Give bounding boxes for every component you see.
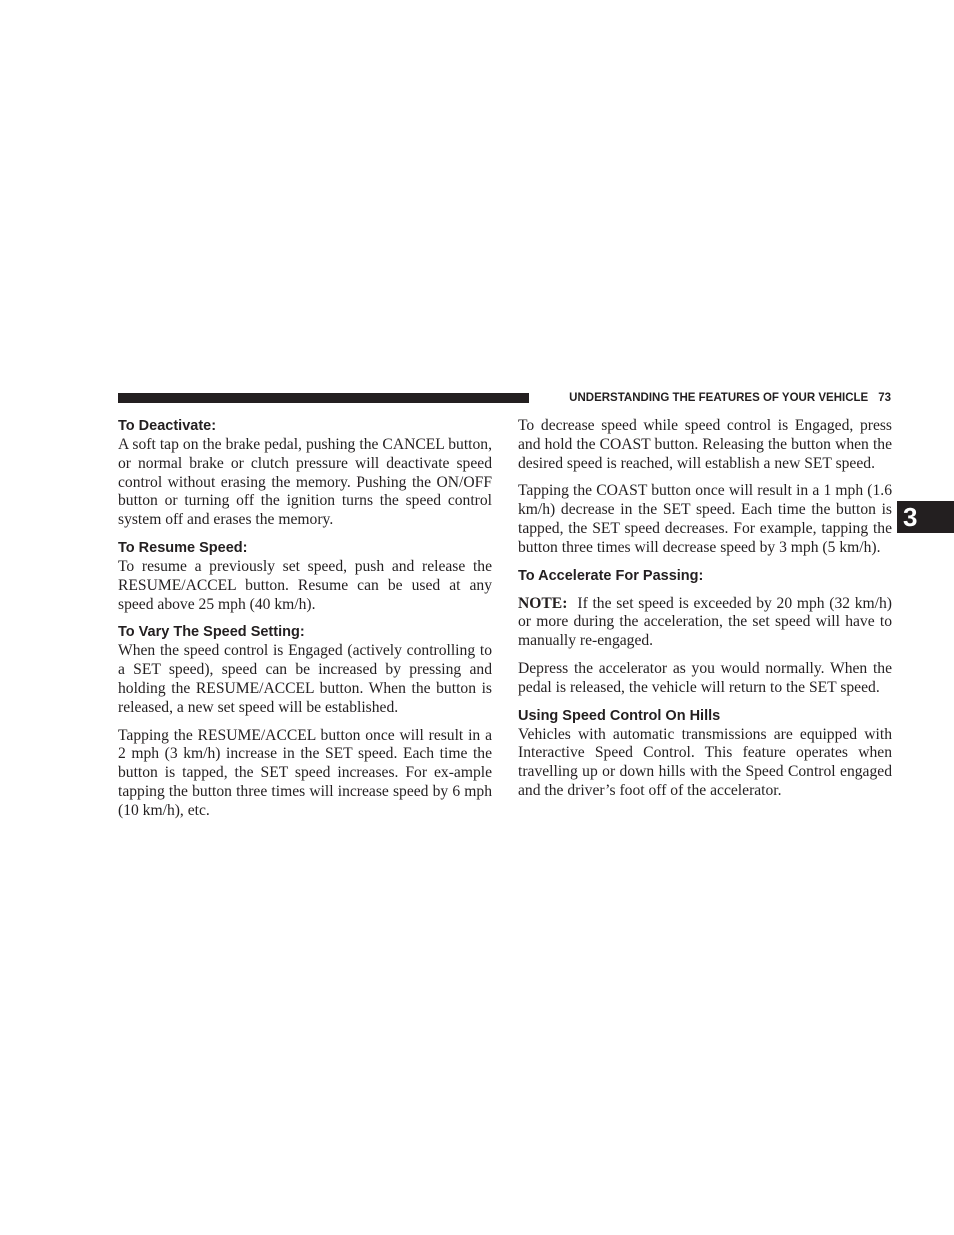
running-header [537,390,891,406]
passing-text: Depress the accelerator as you would normally. When the pedal is released, the vehicle will return to the SET speed. [518,659,892,696]
chapter-tab: 3 [897,501,954,533]
vary-text-1: When the speed control is Engaged (actively controlling to a SET speed), speed can be increased by pressing and holding the RESUME/ACCEL button. When the button is released, a new set speed will be established. [118,642,492,716]
decrease-text-1: To decrease speed while speed control is Engaged, press and hold the COAST button. Releasing the button when the desired speed is reached, will establish a new SET speed. [518,417,892,472]
page-number: 73 [878,392,891,404]
deactivate-text: A soft tap on the brake pedal, pushing the CANCEL button, or normal brake or clutch pressure will deactivate speed control without erasing the memory. Pushing the ON/OFF button or turning off the ignition turns the speed control system off and erases the memory. [118,436,492,529]
deactivate-heading: To Deactivate: [118,418,217,434]
header-rule [118,393,529,403]
vary-text-2: Tapping the RESUME/ACCEL button once will result in a 2 mph (3 km/h) increase in the SET speed. Each time the button is tapped, the SET speed increases. For ex-ample tapping the button three times will increase speed by 6 mph (10 km/h), etc. [118,726,492,819]
hills-heading: Using Speed Control On Hills [518,707,721,724]
decrease-text-2: Tapping the COAST button once will result in a 1 mph (1.6 km/h) decrease in the SET speed. Each time the button is tapped, the SET speed decreases. For example, tapping the button three times will decrease speed by 3 mph (5 km/h). [518,482,892,556]
note-text: If the set speed is exceeded by 20 mph (32 km/h) or more during the acceleration, the set speed will have to manually re-engaged. [518,594,892,650]
note-paragraph [518,595,892,651]
left-column [118,417,492,821]
right-column [518,417,892,801]
passing-heading: To Accelerate For Passing: [518,567,704,584]
resume-text: To resume a previously set speed, push and release the RESUME/ACCEL button. Resume can be used at any speed above 25 mph (40 km/h). [118,557,492,613]
note-label: NOTE: [518,594,568,612]
section-title: UNDERSTANDING THE FEATURES OF YOUR VEHICLE [569,392,869,404]
resume-heading: To Resume Speed: [118,539,248,556]
vary-heading: To Vary The Speed Setting: [118,624,305,641]
hills-text: Vehicles with automatic transmissions are equipped with Interactive Speed Control. This feature operates when travelling up or down hills with the Speed Control engaged and the driver’s foot off of the accelerator. [518,725,892,799]
